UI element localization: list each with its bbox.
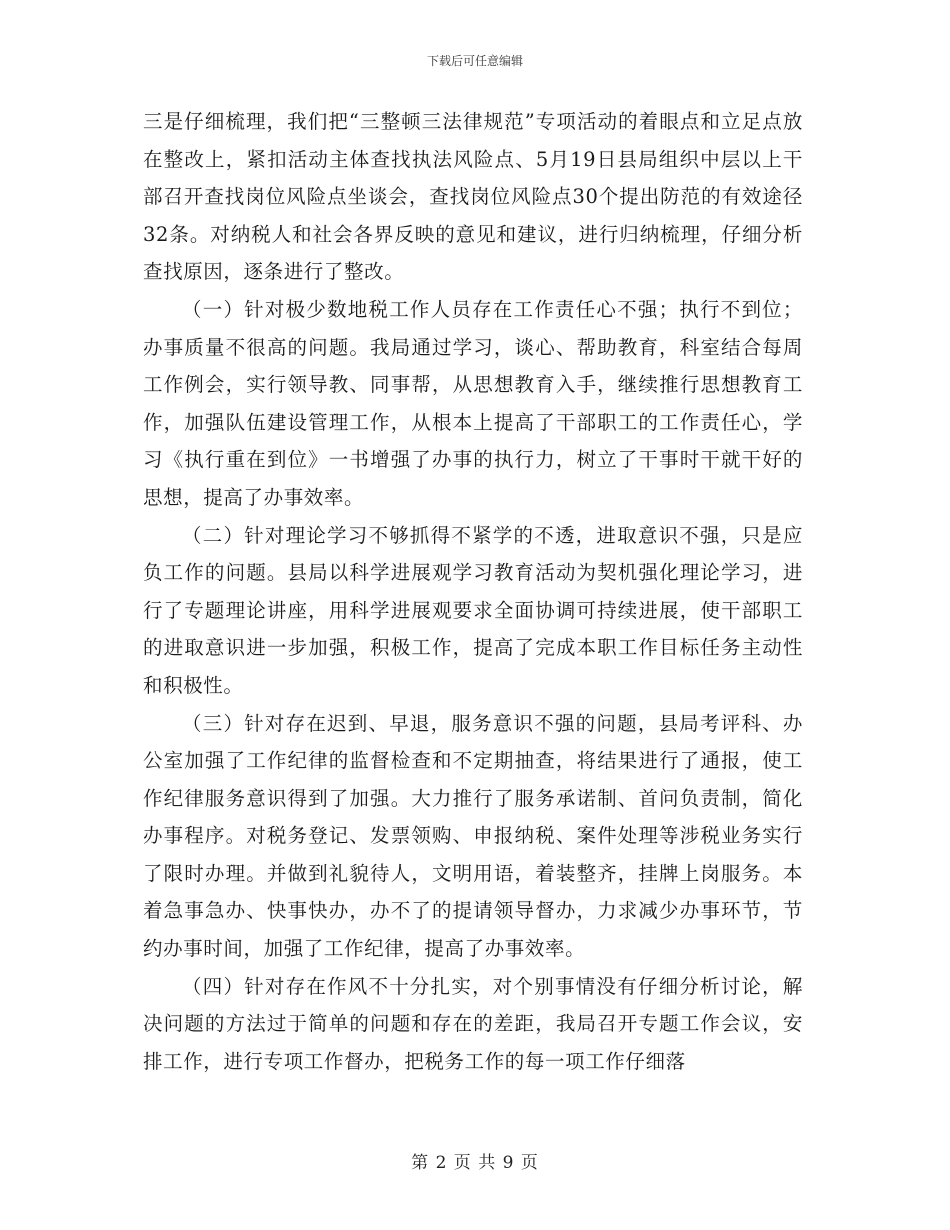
- paragraph-intro: 三是仔细梳理，我们把“三整顿三法律规范”专项活动的着眼点和立足点放在整改上，紧扣活动主体查找执法风险点、5月19日县局组织中层以上干部召开查找岗位风险点坐谈会，查找岗位风险点30个提出防范的有效途径32条。对纳税人和社会各界反映的意见和建议，进行归纳梳理，仔细分析查找原因，逐条进行了整改。: [143, 110, 803, 284]
- paragraph-section-4: （四）针对存在作风不十分扎实，对个别事情没有仔细分析讨论，解决问题的方法过于简单的问题和存在的差距，我局召开专题工作会议，安排工作，进行专项工作督办，把税务工作的每一项工作仔细落: [143, 974, 803, 1073]
- page-header-note: 下载后可任意编辑: [426, 54, 523, 68]
- paragraph-section-3: （三）针对存在迟到、早退，服务意识不强的问题，县局考评科、办公室加强了工作纪律的监督检查和不定期抽查，将结果进行了通报，使工作纪律服务意识得到了加强。大力推行了服务承诺制、首问负责制，简化办事程序。对税务登记、发票领购、申报纳税、案件处理等涉税业务实行了限时办理。并做到礼貌待人，文明用语，着装整齐，挂牌上岗服务。本着急事急办、快事快办，办不了的提请领导督办，力求减少办事环节，节约办事时间，加强了工作纪律，提高了办事效率。: [143, 711, 803, 961]
- paragraph-section-2: （二）针对理论学习不够抓得不紧学的不透，进取意识不强，只是应负工作的问题。县局以科学进展观学习教育活动为契机强化理论学习，进行了专题理论讲座，用科学进展观要求全面协调可持续进展，使干部职工的进取意识进一步加强，积极工作，提高了完成本职工作目标任务主动性和积极性。: [143, 523, 803, 697]
- document-body: [143, 103, 803, 1080]
- paragraph-section-1: （一）针对极少数地税工作人员存在工作责任心不强；执行不到位；办事质量不很高的问题。我局通过学习，谈心、帮助教育，科室结合每周工作例会，实行领导教、同事帮，从思想教育入手，继续推行思想教育工作，加强队伍建设管理工作，从根本上提高了干部职工的工作责任心，学习《执行重在到位》一书增强了办事的执行力，树立了干事时干就干好的思想，提高了办事效率。: [143, 297, 803, 509]
- page-number-footer: 第 2 页 共 9 页: [411, 1153, 539, 1173]
